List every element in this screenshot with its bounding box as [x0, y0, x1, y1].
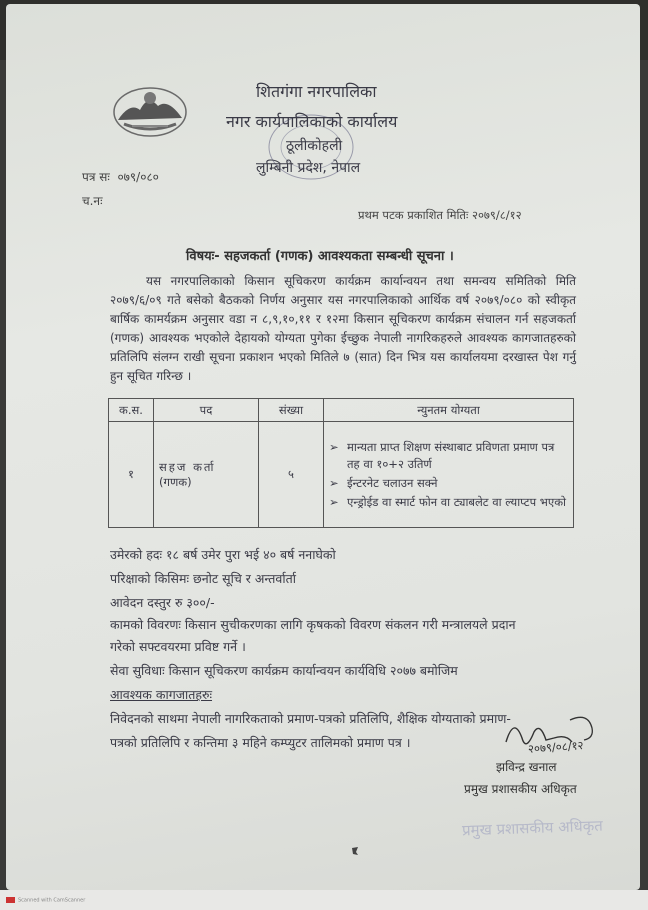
work-description-2: गरेको सफ्टवयरमा प्रविष्ट गर्ने ।	[110, 639, 246, 654]
cell-serial: १	[109, 422, 154, 528]
signature-date: २०७९/०८/१२	[527, 738, 584, 756]
scanner-mark: Scanned with CamScanner	[6, 897, 85, 904]
notice-subject: विषयः- सहजकर्ता (गणक) आवश्यकता सम्बन्धी सूचना ।	[186, 249, 454, 264]
documents-line-1: निवेदनको साथमा नेपाली नागरिकताको प्रमाण-पत्रको प्रतिलिपि, शैक्षिक योग्यताको प्रमाण-	[110, 711, 511, 726]
signatory-name: झविन्द्र खनाल	[496, 760, 557, 774]
table-header-row	[109, 399, 574, 422]
scanner-logo-icon	[6, 897, 15, 903]
arrow-bullet-icon: ➢	[329, 439, 339, 454]
list-item: ➢ एन्ड्रोईड वा स्मार्ट फोन वा ट्याबलेट वा ल्याप्टप भएको	[329, 494, 567, 509]
service-facility: सेवा सुविधाः किसान सूचिकरण कार्यक्रम कार्यान्वयन कार्यविधि २०७७ बमोजिम	[110, 663, 458, 678]
notice-body-text: यस नगरपालिकाको किसान सूचिकरण कार्यक्रम कार्यान्वयन तथा समन्वय समितिको मिति २०७९/६/०९ गते बसेको बैठकको निर्णय अनुसार यस नगरपालिकाको आर्थिक वर्ष २०७९/०८० को स्वीकृत बार्षिक कामर्यक्रम अनुसार वडा न ८,९,१०,११ र १२मा किसान सूचिकरण कार्यक्रम संचालन गर्न सहजकर्ता (गणक) आवश्यक भएकोले देहायको योग्यता पुगेका ईच्छुक नेपाली नागरिकहरुले आवश्यक कागजातहरुको प्रतिलिपि संलग्न राखी सूचना प्रकाशन भएको मितिले ७ (सात) दिन भित्र यस कार्यालयमा दरखास्त पेश गर्नु हुन सूचित गरिन्छ ।	[110, 274, 576, 383]
published-date: प्रथम पटक प्रकाशित मितिः २०७९/८/१२	[358, 208, 522, 222]
exam-type: परिक्षाको किसिमः छनोट सूचि र अन्तर्वार्ता	[110, 571, 296, 586]
signatory-designation: प्रमुख प्रशासकीय अधिकृत	[464, 782, 577, 796]
faint-stamp: प्रमुख प्रशासकीय अधिकृत	[461, 816, 604, 840]
col-post: पद	[154, 399, 259, 422]
scan-footer	[0, 890, 648, 910]
table-row	[109, 422, 574, 528]
cell-qualifications	[324, 422, 574, 528]
nepal-emblem-icon	[110, 80, 190, 140]
office-name: नगर कार्यपालिकाको कार्यालय	[226, 112, 398, 131]
requirements-table	[108, 398, 574, 528]
documents-heading: आवश्यक कागजातहरुः	[110, 687, 213, 702]
office-location: ठूलीकोहली	[286, 138, 343, 154]
cell-post: सहज कर्ता (गणक)	[154, 422, 259, 528]
col-count: संख्या	[259, 399, 324, 422]
arrow-bullet-icon: ➢	[329, 494, 339, 509]
age-limit: उमेरको हदः १८ बर्ष उमेर पुरा भई ४० बर्ष ननाघेको	[110, 547, 336, 562]
cell-count: ५	[259, 422, 324, 528]
list-item: ➢ ईन्टरनेट चलाउन सक्ने	[329, 475, 438, 490]
application-fee: आवेदन दस्तुर रु ३००/-	[110, 595, 215, 610]
notice-body	[110, 272, 576, 386]
col-qualification: न्युनतम योग्यता	[324, 399, 574, 422]
letter-number: पत्र सः ०७९/०८०	[82, 170, 159, 184]
dispatch-number: च.नः	[82, 194, 103, 208]
arrow-bullet-icon: ➢	[329, 475, 339, 490]
documents-line-2: पत्रको प्रतिलिपि र कन्तिमा ३ महिने कम्प्युटर तालिमको प्रमाण पत्र ।	[110, 735, 411, 750]
province-country: लुम्बिनी प्रदेश, नेपाल	[256, 160, 361, 176]
list-item: ➢ मान्यता प्राप्त शिक्षण संस्थाबाट प्रविणता प्रमाण पत्र तह वा १०+२ उतिर्ण	[329, 439, 555, 471]
col-serial: क.स.	[109, 399, 154, 422]
ink-mark-icon	[351, 846, 359, 856]
municipality-name: शितगंगा नगरपालिका	[256, 82, 377, 101]
work-description-1: कामको विवरणः किसान सुचीकरणका लागि कृषकको विवरण संकलन गरी मन्त्रालयले प्रदान	[110, 617, 516, 632]
